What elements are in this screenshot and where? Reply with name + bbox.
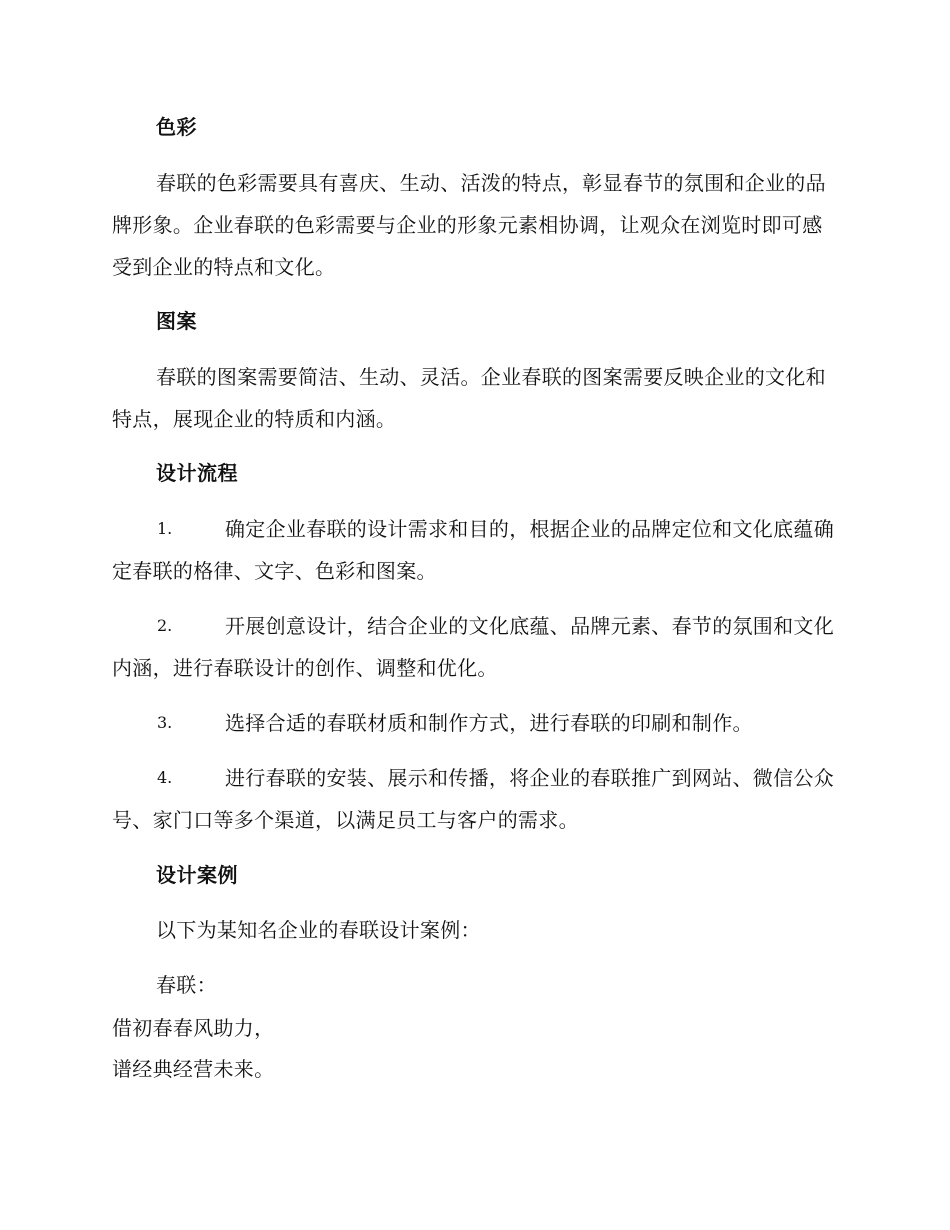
- step-number: 2.: [157, 616, 173, 635]
- process-step-4: [112, 757, 834, 841]
- couplet-label: 春联：: [156, 973, 217, 997]
- couplet-line-1: 借初春春风助力，: [112, 1016, 275, 1040]
- step-number: 4.: [157, 768, 173, 787]
- step-text: 进行春联的安装、展示和传播，将企业的春联推广到网站、微信公众号、家门口等多个渠道，以满足员工与客户的需求。: [112, 766, 834, 832]
- process-step-2: [112, 605, 834, 689]
- couplet-line-2: 谱经典经营未来。: [112, 1057, 275, 1081]
- process-step-1: [112, 508, 834, 592]
- process-step-3: [112, 702, 834, 744]
- paragraph-color: 春联的色彩需要具有喜庆、生动、活泼的特点，彰显春节的氛围和企业的品牌形象。企业春联的色彩需要与企业的形象元素相协调，让观众在浏览时即可感受到企业的特点和文化。: [112, 171, 826, 279]
- heading-process: 设计流程: [156, 461, 238, 485]
- paragraph-pattern: 春联的图案需要简洁、生动、灵活。企业春联的图案需要反映企业的文化和特点，展现企业的特质和内涵。: [112, 365, 826, 431]
- step-text: 确定企业春联的设计需求和目的，根据企业的品牌定位和文化底蕴确定春联的格律、文字、色彩和图案。: [112, 517, 834, 583]
- step-text: 选择合适的春联材质和制作方式，进行春联的印刷和制作。: [225, 711, 753, 735]
- step-text: 开展创意设计，结合企业的文化底蕴、品牌元素、春节的氛围和文化内涵，进行春联设计的创作、调整和优化。: [112, 614, 834, 680]
- heading-pattern: 图案: [156, 309, 197, 333]
- step-number: 1.: [157, 519, 173, 538]
- step-number: 3.: [157, 713, 173, 732]
- cases-intro: 以下为某知名企业的春联设计案例：: [156, 918, 481, 942]
- heading-cases: 设计案例: [156, 863, 238, 887]
- heading-color: 色彩: [156, 115, 197, 139]
